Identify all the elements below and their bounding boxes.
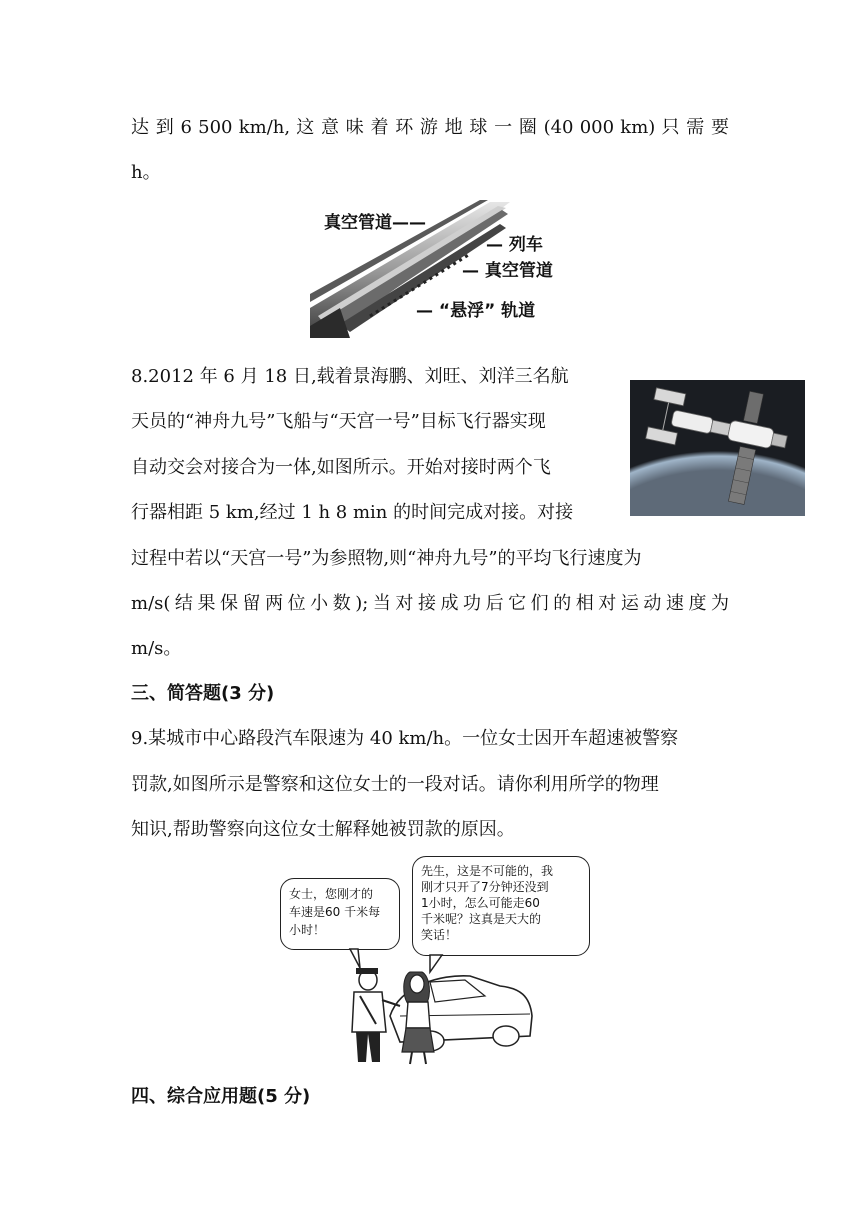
- police-cartoon: [280, 856, 610, 1070]
- vacuum-tube-figure: [310, 198, 560, 338]
- lady-bubble-line-5: 笑话！: [421, 928, 458, 942]
- q8-line-3: 自动交会对接合为一体,如图所示。开始对接时两个飞: [131, 457, 551, 478]
- lady-bubble-line-2: 刚才只开了7分钟还没到: [421, 880, 549, 894]
- q9-line-3: 知识,帮助警察向这位女士解释她被罚款的原因。: [131, 819, 515, 840]
- label-vacuum-tube-top: 真空管道——: [324, 213, 426, 233]
- lady-bubble-line-1: 先生，这是不可能的，我: [421, 864, 554, 878]
- police-speech-bubble: [280, 878, 400, 950]
- q9-line-1: 9.某城市中心路段汽车限速为 40 km/h。一位女士因开车超速被警察: [131, 728, 679, 749]
- spacecraft-image: [630, 380, 805, 516]
- q8-line-7: m/s。: [131, 638, 182, 659]
- label-train: — 列车: [486, 235, 543, 255]
- police-bubble-line-2: 车速是60 千米每: [289, 905, 381, 919]
- lady-bubble-line-4: 千米呢？这真是天大的: [421, 912, 542, 926]
- q7-line-1: 达 到 6 500 km/h, 这 意 味 着 环 游 地 球 一 圈 (40 000 km) 只 需 要: [131, 117, 729, 138]
- q8-line-4: 行器相距 5 km,经过 1 h 8 min 的时间完成对接。对接: [131, 502, 574, 523]
- q8-line-5: 过程中若以“天宫一号”为参照物,则“神舟九号”的平均飞行速度为: [131, 548, 642, 569]
- label-maglev-track: — “悬浮” 轨道: [416, 301, 536, 321]
- q7-line-2: h。: [131, 162, 161, 183]
- police-bubble-line-3: 小时！: [289, 923, 326, 937]
- section-4-title: 四、综合应用题(5 分): [131, 1086, 311, 1107]
- label-vacuum-tube: — 真空管道: [462, 261, 553, 281]
- q8-line-2: 天员的“神舟九号”飞船与“天宫一号”目标飞行器实现: [131, 411, 546, 432]
- lady-speech-bubble: [412, 856, 590, 956]
- q9-line-2: 罚款,如图所示是警察和这位女士的一段对话。请你利用所学的物理: [131, 774, 659, 795]
- lady-bubble-line-3: 1小时，怎么可能走60: [421, 896, 540, 910]
- spacecraft-docking-photo: [630, 380, 805, 516]
- police-bubble-line-1: 女士，您刚才的: [289, 887, 374, 901]
- section-3-title: 三、简答题(3 分): [131, 683, 275, 704]
- q8-line-6: m/s(结果保留两位小数);当对接成功后它们的相对运动速度为: [131, 593, 729, 614]
- q8-line-1: 8.2012 年 6 月 18 日,载着景海鹏、刘旺、刘洋三名航: [131, 366, 569, 387]
